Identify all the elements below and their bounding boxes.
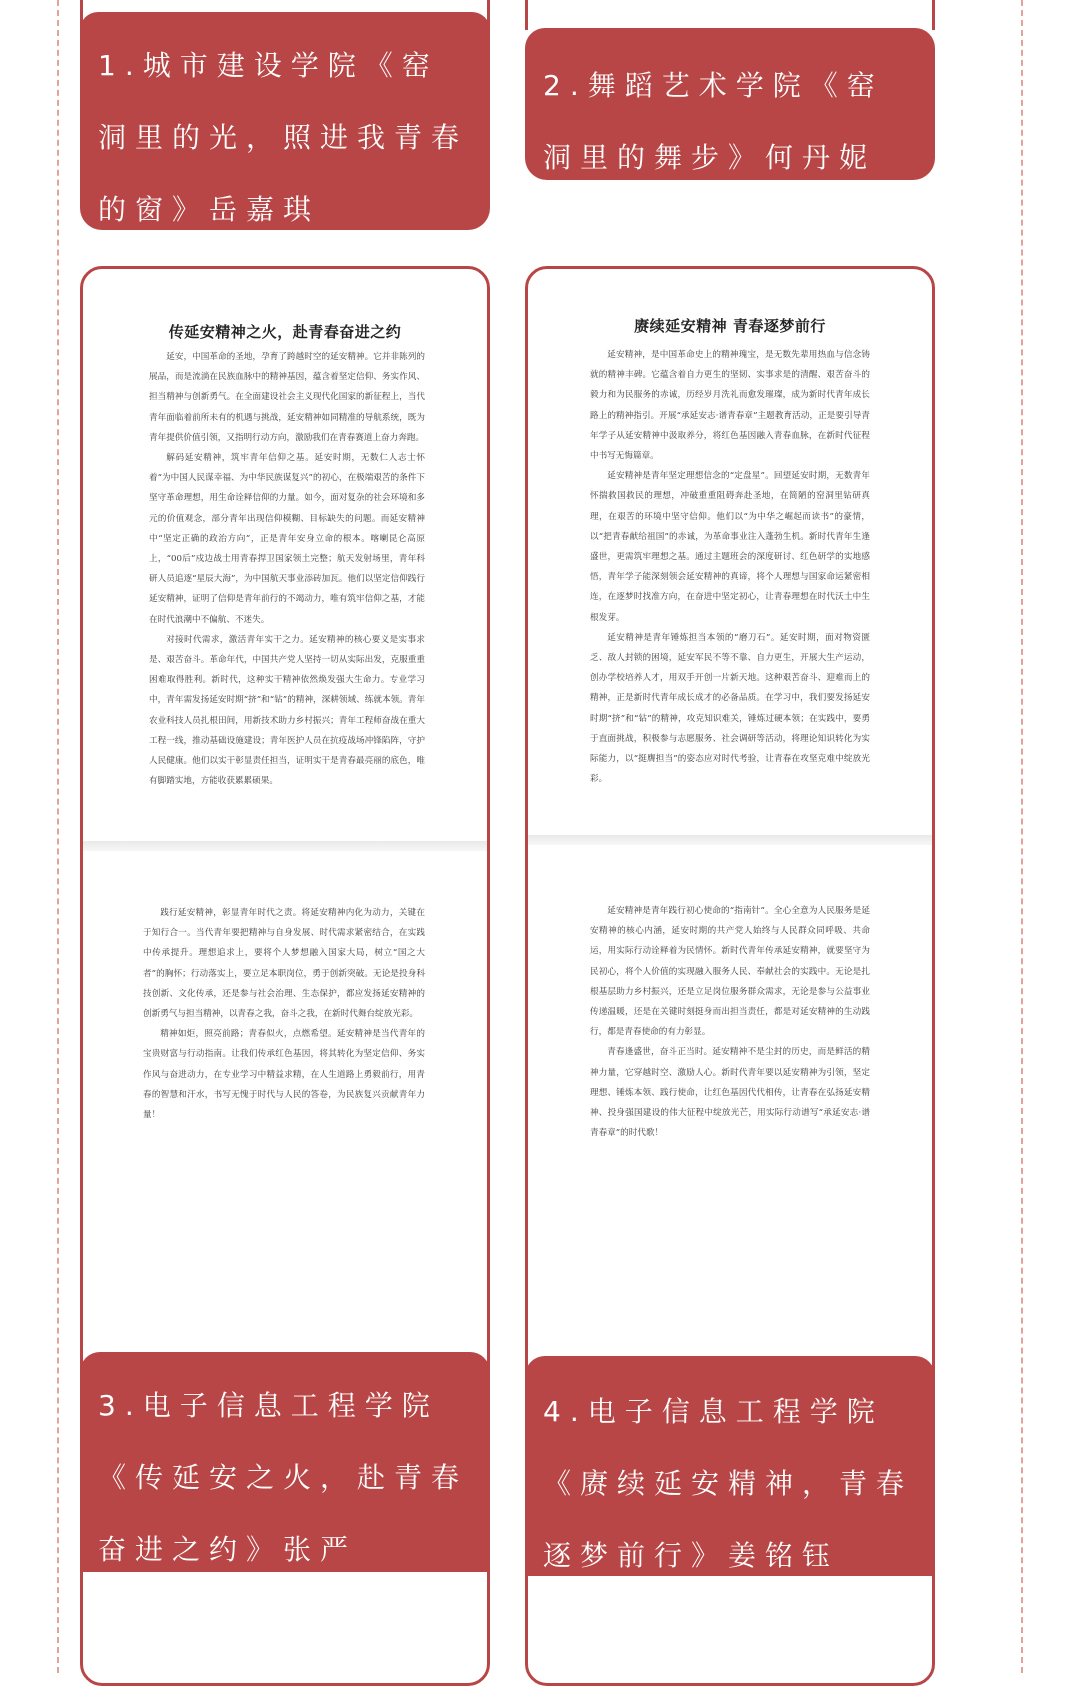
caption-2 [525,28,935,180]
essay-3-paragraph: 精神如炬，照亮前路；青春似火，点燃希望。延安精神是当代青年的宝贵财富与行动指南。让我们传承红色基因，将其转化为坚定信仰、务实作风与奋进动力，在专业学习中精益求精，在人生道路上勇毅前行，用青春的智慧和汗水，书写无愧于时代与人民的答卷，为民族复兴贡献青年力量！ [143,1029,425,1121]
essay-3-paragraph: 解码延安精神，筑牢青年信仰之基。延安时期，无数仁人志士怀着“为中国人民谋幸福、为中华民族谋复兴”的初心，在极端艰苦的条件下坚守革命理想，用生命诠释信仰的力量。如今，面对复杂的社会环境和多元的价值观念，部分青年出现信仰模糊、目标缺失的问题。而延安精神中“坚定正确的政治方向”，正是青年安身立命的根本。喀喇昆仑高原上，“00后”戍边战士用青春捍卫国家领土完整；航天发射场里，青年科研人员追逐“星辰大海”，为中国航天事业添砖加瓦。他们以坚定信仰践行延安精神，证明了信仰是青年前行的不竭动力，唯有筑牢信仰之基，才能在时代浪潮中不偏航、不迷失。 [149,453,425,625]
essay-4-paragraph: 延安精神是青年锤炼担当本领的“磨刀石”。延安时期，面对物资匮乏、敌人封锁的困境，延安军民不等不靠、自力更生，开展大生产运动，创办学校培养人才，用双手开创一片新天地。这种艰苦奋斗、迎难而上的精神，正是新时代青年成长成才的必备品质。在学习中，我们要发扬延安时期“挤”和“钻”的精神，攻克知识难关，锤炼过硬本领；在实践中，要勇于直面挑战，积极参与志愿服务、社会调研等活动，将理论知识转化为实际能力，以“挺膺担当”的姿态应对时代考验，让青春在攻坚克难中绽放光彩。 [590,632,870,785]
caption-3 [80,1352,490,1572]
essay-card-2-bottom [525,0,935,30]
caption-4-text: 4.电子信息工程学院《赓续延安精神，青春逐梦前行》姜铭钰 [543,1395,914,1572]
essay-4-page-2 [534,845,926,1355]
essay-3-page-2 [89,851,481,1351]
essay-3-page-1-body [149,347,425,791]
essay-4-paragraph: 青春逢盛世，奋斗正当时。延安精神不是尘封的历史，而是鲜活的精神力量，它穿越时空、激励人心。新时代青年要以延安精神为引领，坚定理想、锤炼本领、践行使命，让红色基因代代相传，让青春在弘扬延安精神、投身强国建设的伟大征程中绽放光芒，用实际行动谱写“承延安志·谱青春章”的时代歌！ [590,1047,870,1139]
caption-1 [80,12,490,230]
essay-3-page-2-body [143,903,425,1125]
essay-3-paragraph: 对接时代需求，激活青年实干之力。延安精神的核心要义是实事求是、艰苦奋斗。革命年代，中国共产党人坚持一切从实际出发，克服重重困难取得胜利。新时代，这种实干精神依然焕发强大生命力。专业学习中，青年需发扬延安时期“挤”和“钻”的精神，深耕领域、练就本领。青年农业科技人员扎根田间，用新技术助力乡村振兴；青年工程师奋战在重大工程一线，推动基础设施建设；青年医护人员在抗疫战场冲锋陷阵，守护人民健康。他们以实干彰显责任担当，证明实干是青春最亮丽的底色，唯有脚踏实地，方能收获累累硕果。 [149,634,425,787]
caption-3-text: 3.电子信息工程学院《传延安之火，赴青春奋进之约》张严 [98,1389,469,1566]
essay-4-paragraph: 延安精神是青年践行初心使命的“指南针”。全心全意为人民服务是延安精神的核心内涵，延安时期的共产党人始终与人民群众同呼吸、共命运，用实际行动诠释着为民情怀。新时代青年传承延安精神，就要坚守为民初心，将个人价值的实现融入服务人民、奉献社会的实践中。无论是扎根基层助力乡村振兴，还是立足岗位服务群众需求，无论是参与公益事业传递温暖，还是在关键时刻挺身而出担当责任，都是对延安精神的生动践行，都是青春使命的有力彰显。 [590,906,870,1038]
essay-4-paragraph: 延安精神，是中国革命史上的精神瑰宝，是无数先辈用热血与信念铸就的精神丰碑。它蕴含着自力更生的坚韧、实事求是的清醒、艰苦奋斗的毅力和为民服务的赤诚，历经岁月洗礼而愈发璀璨，成为新时代青年成长路上的精神指引。开展“承延安志·谱青春章”主题教育活动，正是要引导青年学子从延安精神中汲取养分，将红色基因融入青春血脉，在新时代征程中书写无悔篇章。 [590,350,870,462]
caption-4 [525,1356,935,1576]
essay-4-page-1 [534,275,926,841]
page-separator [528,835,932,845]
essay-3-paragraph: 延安，中国革命的圣地，孕育了跨越时空的延安精神。它并非陈列的展品，而是流淌在民族血脉中的精神基因，蕴含着坚定信仰、务实作风、担当精神与创新勇气。在全面建设社会主义现代化国家的新征程上，当代青年面临着前所未有的机遇与挑战，延安精神如同精准的导航系统，既为青年提供价值引领，又指明行动方向，激励我们在青春赛道上奋力奔跑。 [149,352,425,443]
caption-2-text: 2.舞蹈艺术学院《窑洞里的舞步》何丹妮 [543,69,884,174]
essay-3-title: 传延安精神之火，赴青春奋进之约 [168,323,402,341]
essay-4-page-1-body [590,345,870,789]
page-separator [83,841,487,851]
essay-4-paragraph: 延安精神是青年坚定理想信念的“定盘星”。回望延安时期，无数青年怀揣救国救民的理想，冲破重重阻碍奔赴圣地，在简陋的窑洞里钻研真理，在艰苦的环境中坚守信仰。他们以“为中华之崛起而读书”的豪情，以“把青春献给祖国”的赤诚，为革命事业注入蓬勃生机。新时代青年生逢盛世，更需筑牢理想之基。通过主题班会的深度研讨、红色研学的实地感悟，青年学子能深刻领会延安精神的真谛，将个人理想与国家命运紧密相连，在逐梦时找准方向，在奋进中坚定初心，让青春理想在时代沃土中生根发芽。 [590,471,870,623]
essay-3-page-1 [89,275,481,847]
essay-4-title: 赓续延安精神 青春逐梦前行 [634,317,826,335]
left-dashed-guide [57,0,59,1673]
essay-4-page-2-body [590,901,870,1143]
caption-1-text: 1.城市建设学院《窑洞里的光，照进我青春的窗》岳嘉琪 [98,49,469,226]
essay-3-paragraph: 践行延安精神，彰显青年时代之责。将延安精神内化为动力，关键在于知行合一。当代青年要把精神与自身发展、时代需求紧密结合，在实践中传承提升。理想追求上，要将个人梦想融入国家大局，树立“国之大者”的胸怀；行动落实上，要立足本职岗位，勇于创新突破。无论是投身科技创新、文化传承，还是参与社会治理、生态保护，都应发扬延安精神的创新勇气与担当精神，以青春之我，奋斗之我，在新时代舞台绽放光彩。 [143,908,425,1020]
right-dashed-guide [1021,0,1023,1673]
